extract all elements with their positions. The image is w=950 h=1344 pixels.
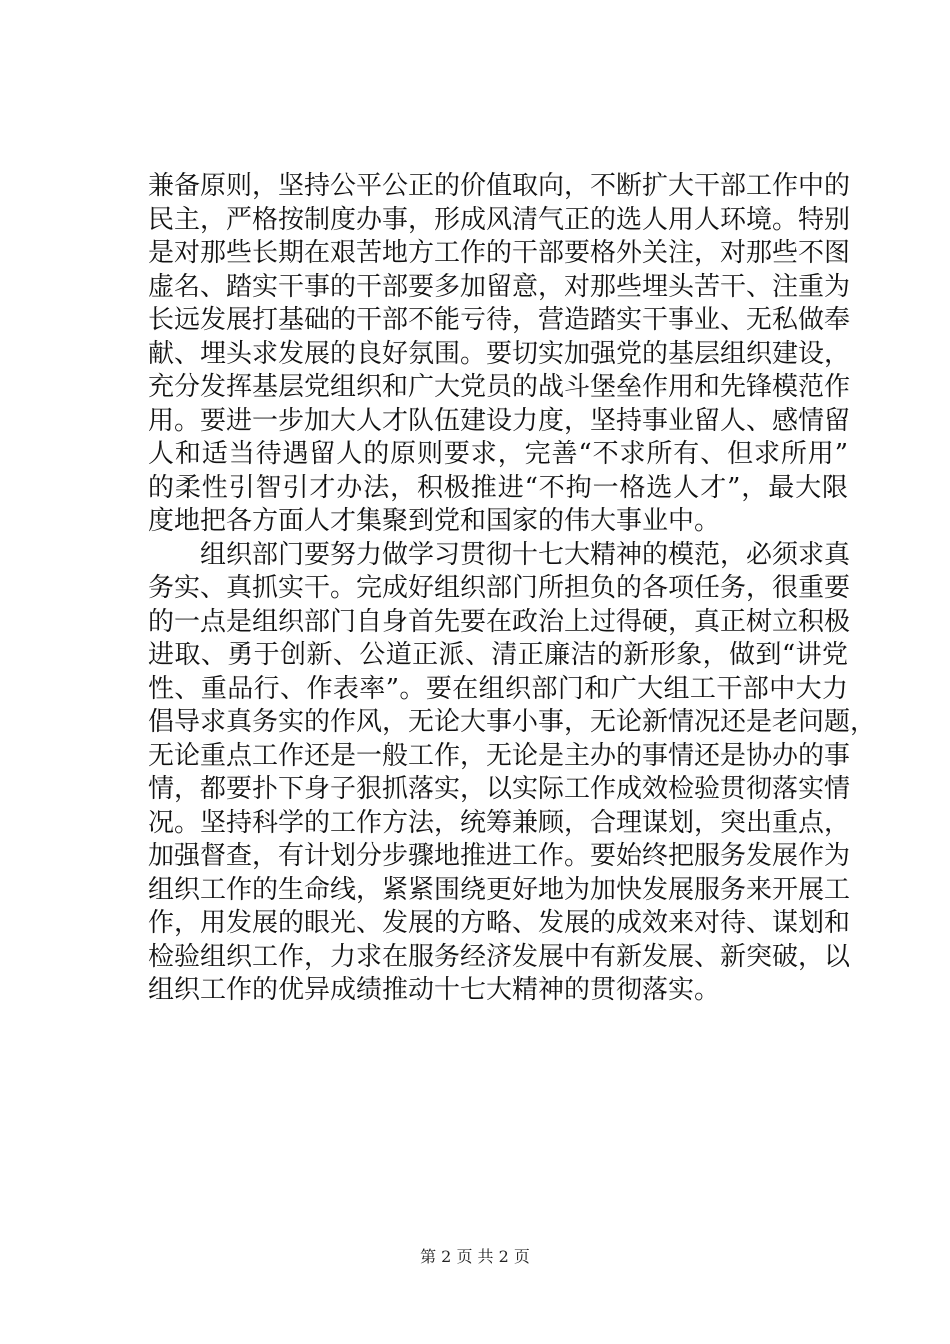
body-text [148,170,877,1008]
text-line: 长远发展打基础的干部不能亏待，营造踏实干事业、无私做奉 [148,305,851,335]
text-line: 人和适当待遇留人的原则要求，完善“不求所有、但求所用” [148,439,848,469]
text-line: 无论重点工作还是一般工作，无论是主办的事情还是协办的事 [148,740,851,771]
text-line: 充分发挥基层党组织和广大党员的战斗堡垒作用和先锋模范作 [148,372,851,402]
text-line: 组织工作的优异成绩推动十七大精神的贯彻落实。 [148,975,721,1005]
text-line: 倡导求真务实的作风，无论大事小事，无论新情况还是老问题， [148,707,877,737]
text-line: 情，都要扑下身子狠抓落实，以实际工作成效检验贯彻落实情 [148,774,851,804]
text-line: 检验组织工作，力求在服务经济发展中有新发展、新突破，以 [148,941,851,972]
text-line: 的一点是组织部门自身首先要在政治上过得硬，真正树立积极 [148,606,851,637]
text-line: 加强督查，有计划分步骤地推进工作。要始终把服务发展作为 [148,841,851,871]
text-line: 进取、勇于创新、公道正派、清正廉洁的新形象，做到“讲党 [148,640,848,670]
text-line: 组织部门要努力做学习贯彻十七大精神的模范，必须求真 [148,539,851,570]
text-line: 性、重品行、作表率”。要在组织部门和广大组工干部中大力 [148,673,848,704]
text-line: 组织工作的生命线，紧紧围绕更好地为加快发展服务来开展工 [148,874,851,905]
text-line: 虚名、踏实干事的干部要多加留意，对那些埋头苦干、注重为 [148,271,851,302]
text-line: 用。要进一步加大人才队伍建设力度，坚持事业留人、感情留 [148,405,851,436]
text-line: 作，用发展的眼光、发展的方略、发展的成效来对待、谋划和 [148,908,851,938]
text-line: 兼备原则，坚持公平公正的价值取向，不断扩大干部工作中的 [148,171,851,201]
text-line: 献、埋头求发展的良好氛围。要切实加强党的基层组织建设， [148,338,851,369]
text-line: 务实、真抓实干。完成好组织部门所担负的各项任务，很重要 [148,573,851,603]
text-line: 度地把各方面人才集聚到党和国家的伟大事业中。 [148,506,721,536]
text-line: 的柔性引智引才办法，积极推进“不拘一格选人才”，最大限 [148,472,848,503]
page-footer: 第 2 页 共 2 页 [420,1247,530,1266]
text-line: 况。坚持科学的工作方法，统筹兼顾，合理谋划，突出重点， [148,807,851,838]
text-line: 民主，严格按制度办事，形成风清气正的选人用人环境。特别 [148,204,851,235]
text-line: 是对那些长期在艰苦地方工作的干部要格外关注，对那些不图 [148,238,851,268]
